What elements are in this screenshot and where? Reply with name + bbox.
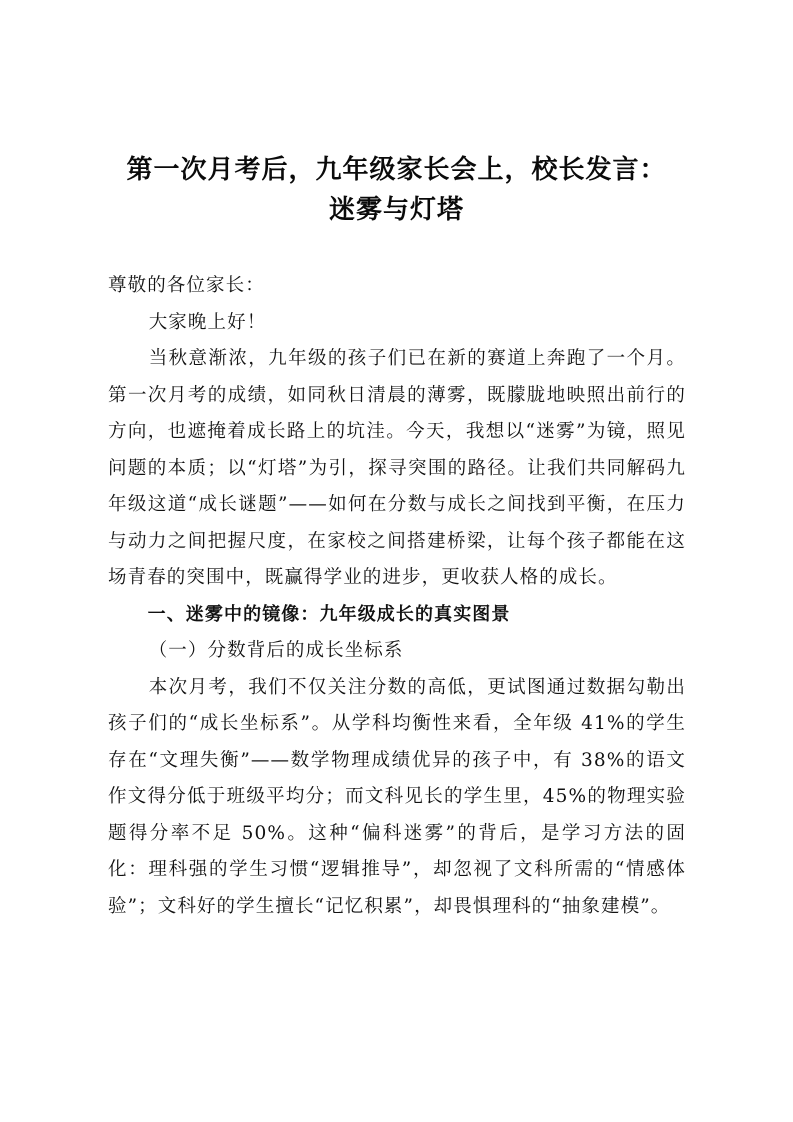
intro-paragraph: 当秋意渐浓，九年级的孩子们已在新的赛道上奔跑了一个月。第一次月考的成绩，如同秋日清晨的薄雾，既朦胧地映照出前行的方向，也遮掩着成长路上的坑洼。今天，我想以“迷雾”为镜，照见问题的本质；以“灯塔”为引，探寻突围的路径。让我们共同解码九年级这道“成长谜题”——如何在分数与成长之间找到平衡，在压力与动力之间把握尺度，在家校之间搭建桥梁，让每个孩子都能在这场青春的突围中，既赢得学业的进步，更收获人格的成长。 [108,348,686,588]
salutation: 尊敬的各位家长： [108,275,265,296]
greeting: 大家晚上好！ [148,311,267,333]
document-body [108,268,686,925]
body-paragraph: 本次月考，我们不仅关注分数的高低，更试图通过数据勾勒出孩子们的“成长坐标系”。从学科均衡性来看，全年级 41%的学生存在“文理失衡”——数学物理成绩优异的孩子中，有 38%的语文作文得分低于班级平均分；而文科见长的学生里，45%的物理实验题得分率不足 50%。这种“偏科迷雾”的背后，是学习方法的固化：理科强的学生习惯“逻辑推导”，却忽视了文科所需的“情感体验”；文科好的学生擅长“记忆积累”，却畏惧理科的“抽象建模”。 [108,676,686,917]
title-line-1: 第一次月考后，九年级家长会上，校长发言： [126,155,667,185]
subsection-heading: （一）分数背后的成长坐标系 [148,640,404,661]
section-heading: 一、迷雾中的镜像：九年级成长的真实图景 [147,603,511,625]
title-line-2: 迷雾与灯塔 [328,195,464,225]
document-title [60,150,733,230]
